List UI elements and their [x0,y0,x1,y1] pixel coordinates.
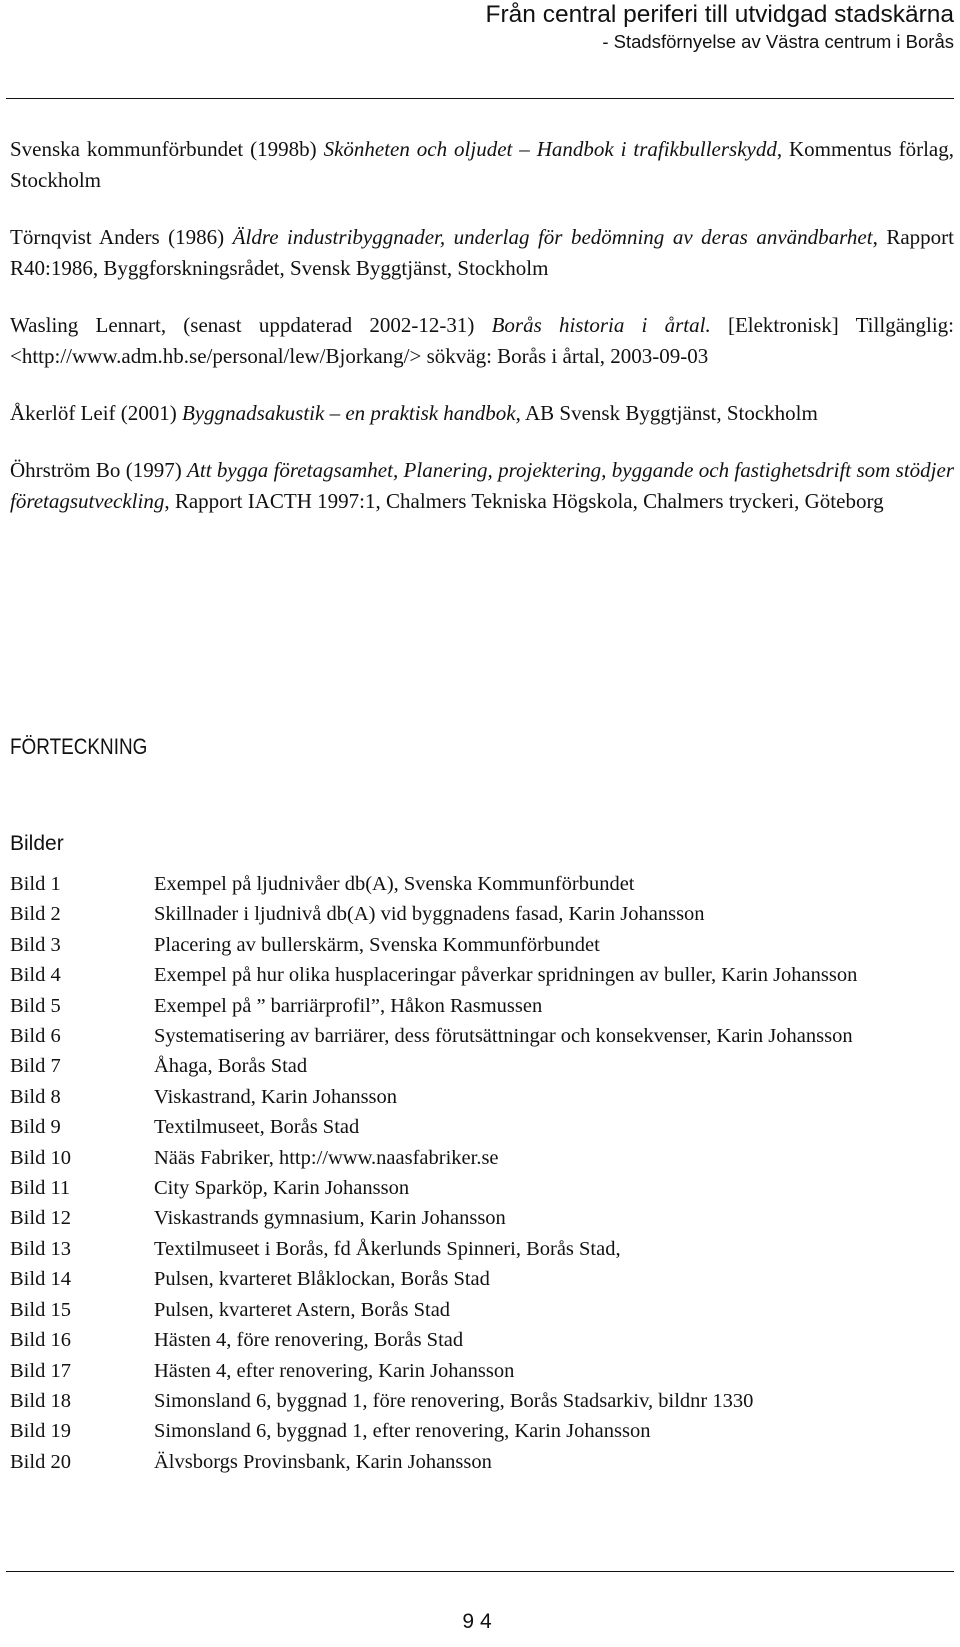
image-description: Placering av bullerskärm, Svenska Kommunförbundet [154,933,600,956]
list-item [10,1325,954,1355]
image-number: Bild 4 [10,964,61,987]
image-number: Bild 7 [10,1055,61,1078]
image-description: Exempel på ljudnivåer db(A), Svenska Kommunförbundet [154,873,635,895]
list-item [10,1051,954,1081]
image-description: Simonsland 6, byggnad 1, före renovering, Borås Stadsarkiv, bildnr 1330 [154,1389,754,1412]
list-item [10,899,954,929]
image-description: Textilmuseet, Borås Stad [154,1116,360,1139]
image-number: Bild 9 [10,1116,61,1139]
image-description: Åhaga, Borås Stad [154,1055,308,1078]
image-number: Bild 16 [10,1329,71,1352]
list-item [10,960,954,990]
image-description: Viskastrand, Karin Johansson [154,1085,398,1108]
image-number: Bild 20 [10,1450,71,1473]
list-item [10,1386,954,1416]
image-description: City Sparköp, Karin Johansson [154,1177,410,1200]
list-item [10,1416,954,1446]
image-number: Bild 2 [10,903,61,926]
image-number: Bild 18 [10,1389,71,1412]
image-description: Simonsland 6, byggnad 1, efter renovering, Karin Johansson [154,1420,651,1443]
image-number: Bild 14 [10,1268,71,1291]
image-description: Exempel på ” barriärprofil”, Håkon Rasmussen [154,994,543,1017]
image-number: Bild 15 [10,1298,71,1321]
image-number: Bild 13 [10,1237,71,1260]
reference-author: Svenska kommunförbundet (1998b) [10,137,324,161]
reference-author: Wasling Lennart, (senast uppdaterad 2002-12-31) [10,313,492,337]
image-description: Pulsen, kvarteret Astern, Borås Stad [154,1298,451,1321]
header-title: Från central periferi till utvidgad stadskärna [485,1,954,28]
image-description: Exempel på hur olika husplaceringar påverkar spridningen av buller, Karin Johansson [154,964,858,987]
reference-publisher: [Elektronisk] Tillgänglig: <http://www.adm.hb.se/personal/lew/Bjorkang/> sökväg: Borås i årtal, 2003-09-03 [10,313,955,368]
image-description: Älvsborgs Provinsbank, Karin Johansson [154,1450,492,1473]
image-description: Textilmuseet i Borås, fd Åkerlunds Spinneri, Borås Stad, [154,1237,621,1260]
list-item [10,1173,954,1203]
header-subtitle: - Stadsförnyelse av Västra centrum i Borås [602,31,954,52]
image-number: Bild 3 [10,933,61,956]
list-item [10,1082,954,1112]
page-number: 94 [462,1610,498,1633]
list-item [10,930,954,960]
image-description: Nääs Fabriker, http://www.naasfabriker.se [154,1146,499,1169]
list-item [10,1356,954,1386]
list-item [10,1021,954,1051]
image-number: Bild 1 [10,873,61,895]
reference-entry [10,310,954,372]
reference-entry [10,398,954,429]
image-number: Bild 12 [10,1207,71,1230]
reference-publisher: , AB Svensk Byggtjänst, Stockholm [515,401,818,425]
reference-author: Åkerlöf Leif (2001) [10,401,183,425]
sub-heading: Bilder [10,832,64,855]
header-divider [6,98,954,99]
section-heading: FÖRTECKNING [10,734,148,759]
reference-title: Äldre industribyggnader, underlag för bedömning av deras användbarhet [232,225,873,249]
image-description: Hästen 4, efter renovering, Karin Johansson [154,1359,515,1382]
list-item [10,1295,954,1325]
image-description: Skillnader i ljudnivå db(A) vid byggnadens fasad, Karin Johansson [154,903,705,926]
reference-title: Borås historia i årtal. [491,313,711,337]
list-item [10,1234,954,1264]
list-item [10,1203,954,1233]
image-description: Viskastrands gymnasium, Karin Johansson [154,1207,506,1230]
list-item [10,1143,954,1173]
list-item [10,1264,954,1294]
image-description: Systematisering av barriärer, dess förutsättningar och konsekvenser, Karin Johansson [154,1025,853,1048]
image-number: Bild 10 [10,1146,71,1169]
reference-title: Byggnadsakustik – en praktisk handbok [182,401,516,425]
list-item [10,991,954,1021]
reference-list [10,134,954,543]
reference-author: Öhrström Bo (1997) [10,458,188,482]
image-number: Bild 11 [10,1177,71,1200]
reference-publisher: , Rapport R40:1986, Byggforskningsrådet, Svensk Byggtjänst, Stockholm [10,225,955,280]
image-number: Bild 8 [10,1085,61,1108]
list-item [10,1112,954,1142]
footer-divider [6,1571,954,1572]
image-description: Hästen 4, före renovering, Borås Stad [154,1329,464,1352]
reference-author: Törnqvist Anders (1986) [10,225,233,249]
page-header [0,0,960,100]
reference-entry [10,455,954,517]
image-number: Bild 17 [10,1359,71,1382]
reference-title: Att bygga företagsamhet, Planering, projektering, byggande och fastighetsdrift som stödjer företagsutveckling [10,458,954,513]
reference-title: Skönheten och oljudet – Handbok i trafikbullerskydd [323,137,777,161]
reference-publisher: , Kommentus förlag, Stockholm [10,137,954,192]
reference-entry [10,222,954,284]
image-number: Bild 5 [10,994,61,1017]
image-list [10,869,954,1477]
image-number: Bild 6 [10,1025,61,1048]
image-description: Pulsen, kvarteret Blåklockan, Borås Stad [154,1268,490,1291]
reference-publisher: , Rapport IACTH 1997:1, Chalmers Tekniska Högskola, Chalmers tryckeri, Göteborg [164,489,884,513]
image-number: Bild 19 [10,1420,71,1443]
list-item [10,1447,954,1477]
list-item [10,869,954,899]
reference-entry [10,134,954,196]
